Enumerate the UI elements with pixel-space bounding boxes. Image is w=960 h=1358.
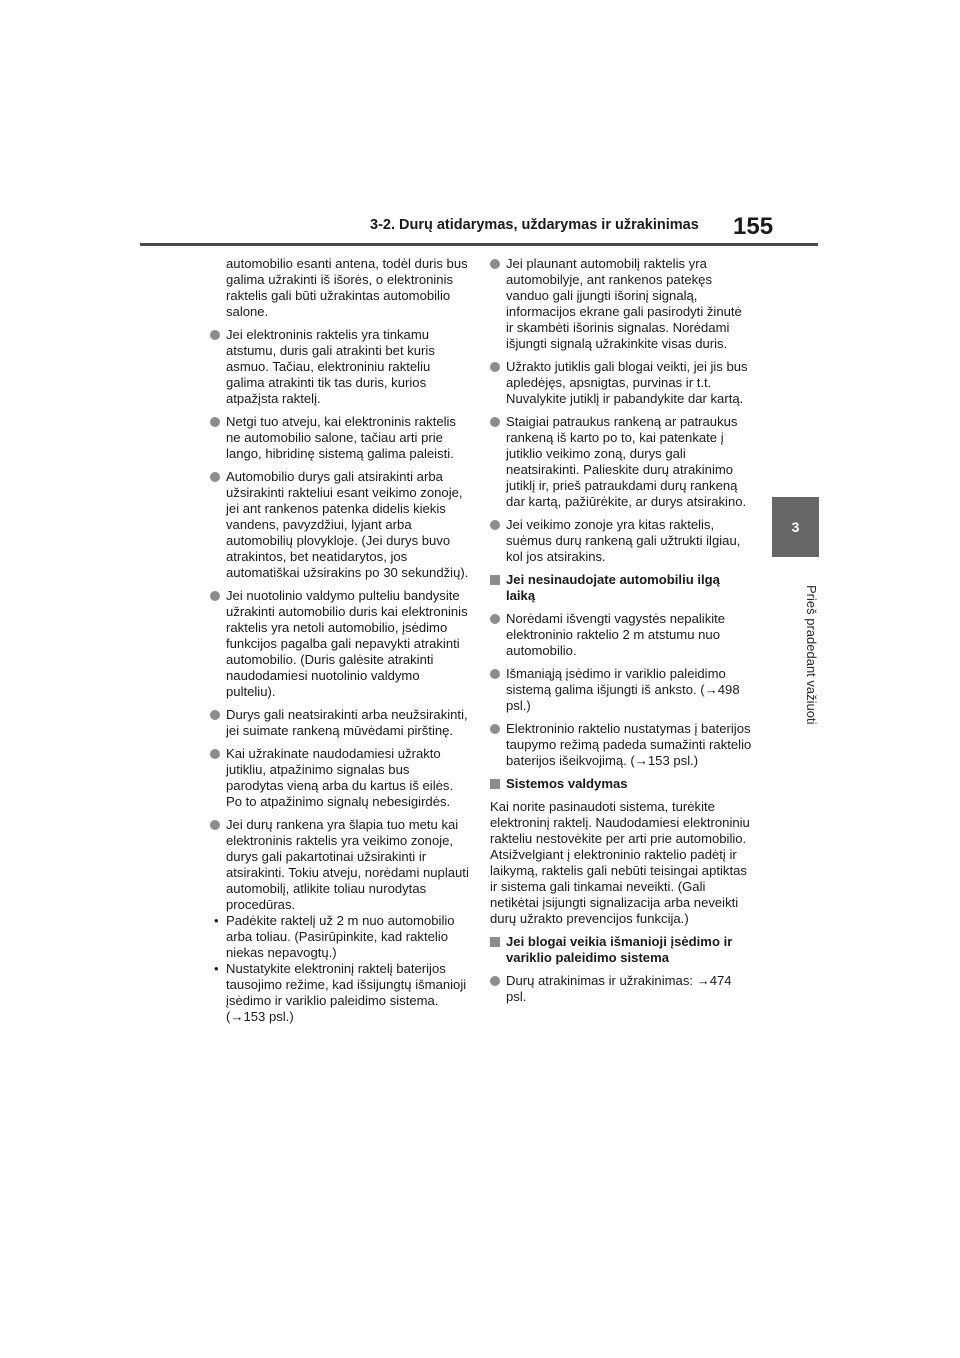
bullet-icon (210, 472, 220, 482)
list-item: Netgi tuo atveju, kai elektroninis raktelis ne automobilio salone, tačiau arti prie lango, hibridinę sistemą galima paleisti. (210, 414, 470, 462)
list-item: Jei elektroninis raktelis yra tinkamu atstumu, duris gali atrakinti bet kuris asmuo. Tačiau, elektroniniu rakteliu galima atrakinti tik tas duris, kurios atpažįsta raktelį. (210, 327, 470, 407)
bullet-icon (490, 362, 500, 372)
body-paragraph: Kai norite pasinaudoti sistema, turėkite elektroninį raktelį. Naudodamiesi elektroniniu rakteliu nestovėkite per arti prie automobilio. (490, 799, 750, 846)
body-paragraph: Atsižvelgiant į elektroninio raktelio padėtį ir laikymą, raktelis gali nebūti teisingai aptiktas ir sistema gali tinkamai neveikti. (Gali netikėtai įsijungti signalizacija arba neveikti durų užrakto prevencijos funkcija.) (490, 847, 747, 926)
chapter-tab (772, 497, 819, 557)
square-bullet-icon (490, 937, 500, 947)
list-item: Elektroninio raktelio nustatymas į baterijos taupymo režimą padeda sumažinti raktelio baterijos išeikvojimą. (→153 psl.) (490, 721, 752, 769)
header-rule (140, 243, 818, 246)
list-item: Durys gali neatsirakinti arba neužsirakinti, jei suimate rankeną mūvėdami pirštinę. (210, 707, 470, 739)
bullet-icon (490, 976, 500, 986)
list-item: Jei veikimo zonoje yra kitas raktelis, suėmus durų rankeną gali užtrukti ilgiau, kol jos atsirakins. (490, 517, 752, 565)
section-title: 3-2. Durų atidarymas, uždarymas ir užrakinimas (370, 217, 699, 233)
list-item: Norėdami išvengti vagystės nepalikite elektroninio raktelio 2 m atstumu nuo automobilio. (490, 611, 752, 659)
bullet-icon (490, 669, 500, 679)
bullet-icon (210, 710, 220, 720)
bullet-icon (490, 520, 500, 530)
sub-bullet-icon: • (214, 913, 219, 928)
subheading: Jei nesinaudojate automobiliu ilgą laiką (490, 572, 752, 604)
list-item: Užrakto jutiklis gali blogai veikti, jei jis bus apledėjęs, apsnigtas, purvinas ir t.t. Nuvalykite jutiklį ir pabandykite dar kartą. (490, 359, 752, 407)
right-column (490, 256, 752, 1012)
bullet-icon (210, 749, 220, 759)
left-column (210, 256, 470, 1025)
bullet-icon (490, 724, 500, 734)
list-item: Jei durų rankena yra šlapia tuo metu kai elektroninis raktelis yra veikimo zonoje, durys gali pakartotinai užsirakinti ir atsirakinti. Tokiu atveju, norėdami nuplauti automobilį, atlikite toliau nurodytas procedūras. (210, 817, 470, 913)
sub-list-item: • Nustatykite elektroninį raktelį baterijos tausojimo režime, kad išsijungtų išmanioji įsėdimo ir variklio paleidimo sistema. (→153 psl.) (214, 961, 467, 1024)
bullet-icon (490, 259, 500, 269)
list-item: Staigiai patraukus rankeną ar patraukus rankeną iš karto po to, kai patenkate į jutiklio veikimo zoną, durys gali neatsirakinti. Palieskite durų atrakinimo jutiklį ir, prieš patraukdami durų rankeną dar kartą, pažiūrėkite, ar durys atsirakino. (490, 414, 752, 510)
chapter-label: Prieš pradedant važiuoti (804, 585, 819, 725)
sub-bullet-icon: • (214, 961, 219, 976)
list-item: Durų atrakinimas ir užrakinimas: →474 psl. (490, 973, 752, 1005)
subheading: Sistemos valdymas (490, 776, 752, 792)
bullet-icon (210, 820, 220, 830)
continuation-text: automobilio esanti antena, todėl duris bus galima užrakinti iš išorės, o elektroninis raktelis gali būti užrakintas automobilio salone. (226, 256, 468, 319)
chapter-number: 3 (791, 519, 800, 535)
bullet-icon (210, 417, 220, 427)
sub-list-item: • Padėkite raktelį už 2 m nuo automobilio arba toliau. (Pasirūpinkite, kad raktelio niekas nepavogtų.) (214, 913, 455, 960)
list-item: Išmaniąją įsėdimo ir variklio paleidimo sistemą galima išjungti iš anksto. (→498 psl.) (490, 666, 752, 714)
bullet-icon (490, 614, 500, 624)
list-item: Automobilio durys gali atsirakinti arba užsirakinti rakteliui esant veikimo zonoje, jei ant rankenos patenka didelis kiekis vandens, pavyzdžiui, lyjant arba automobilių plovykloje. (Jei durys buvo atrakintos, bet neatidarytos, jos automatiškai užsirakins po 30 sekundžių). (210, 469, 470, 581)
list-item: Jei nuotolinio valdymo pulteliu bandysite užrakinti automobilio duris kai elektroninis raktelis yra netoli automobilio, įsėdimo funkcijos pagalba gali nepavykti atrakinti automobilio. (Duris galėsite atrakinti naudodamiesi nuotolinio valdymo pulteliu). (210, 588, 470, 700)
bullet-icon (210, 330, 220, 340)
list-item: Kai užrakinate naudodamiesi užrakto jutikliu, atpažinimo signalas bus parodytas vieną arba du kartus iš eilės. Po to atpažinimo signalų nebesigirdės. (210, 746, 470, 810)
list-item: Jei plaunant automobilį raktelis yra automobilyje, ant rankenos patekęs vanduo gali įjungti išorinį signalą, informacijos ekrane gali pasirodyti žinutė ir skambėti išorinis signalas. Norėdami išjungti signalą užrakinkite visas duris. (490, 256, 752, 352)
subheading: Jei blogai veikia išmanioji įsėdimo ir variklio paleidimo sistema (490, 934, 752, 966)
square-bullet-icon (490, 779, 500, 789)
bullet-icon (210, 591, 220, 601)
square-bullet-icon (490, 575, 500, 585)
bullet-icon (490, 417, 500, 427)
page-number: 155 (733, 213, 774, 240)
